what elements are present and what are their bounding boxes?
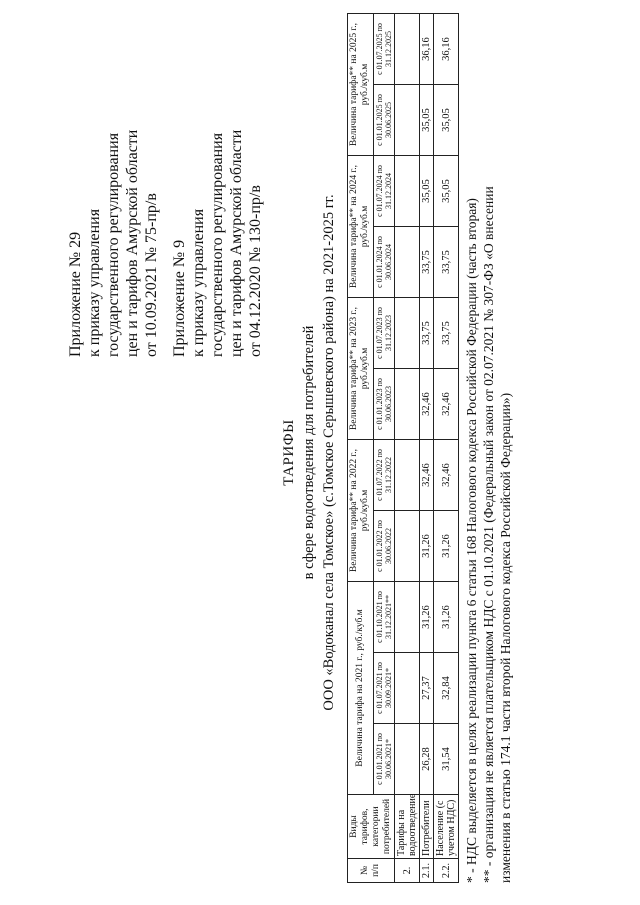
appendix-29-block <box>66 130 161 357</box>
tariff-cell: 36,16 <box>420 14 434 85</box>
tariff-cell: 32,84 <box>434 653 459 724</box>
table-row <box>420 14 434 883</box>
header-period: с 01.10.2021 по 31.12.2021** <box>373 582 394 653</box>
header-year-2025: Величина тарифа** на 2025 г., руб./куб.м <box>348 14 374 156</box>
organization-line: ООО «Водоканал села Томское» (с.Томское Серышевского района) на 2021-2025 гг. <box>321 194 337 711</box>
header-period: с 01.01.2021 по 30.06.2021* <box>373 724 394 795</box>
footnote-vat: * - НДС выделяется в целях реализации пункта 6 статьи 168 Налогового кодекса Российской Федерации (часть вторая) <box>464 198 479 883</box>
header-period: с 01.07.2022 по 31.12.2022 <box>373 440 394 511</box>
header-number: № п/п <box>348 859 395 883</box>
tariff-cell <box>395 156 420 227</box>
tariff-cell: 27,37 <box>420 653 434 724</box>
tariff-cell: 33,75 <box>420 298 434 369</box>
appendix-line: Приложение № 9 <box>171 239 188 357</box>
tariff-cell: 35,05 <box>434 85 459 156</box>
appendix-line: к приказу управления <box>86 208 103 357</box>
header-period: с 01.07.2025 по 31.12.2025 <box>373 14 394 85</box>
footnote-non-vat-payer: ** - организация не является плательщиком НДС с 01.10.2021 (Федеральный закон от 02.07.2021 № 307-ФЗ «О внесении <box>481 186 496 883</box>
appendix-9-block <box>170 130 265 357</box>
document-subtitle: в сфере водоотведения для потребителей <box>301 325 317 580</box>
header-year-2024: Величина тарифа** на 2024 г., руб./куб.м <box>348 156 374 298</box>
tariff-cell <box>395 582 420 653</box>
header-period: с 01.07.2021 по 30.09.2021* <box>373 653 394 724</box>
header-period: с 01.07.2024 по 31.12.2024 <box>373 156 394 227</box>
tariff-cell: 26,28 <box>420 724 434 795</box>
tariff-cell: 32,46 <box>434 369 459 440</box>
tariff-cell: 33,75 <box>434 227 459 298</box>
tariff-cell <box>395 85 420 156</box>
row-name: Тарифы на водоотведение <box>395 795 420 859</box>
tariff-cell: 33,75 <box>420 227 434 298</box>
table-header-row <box>348 14 374 883</box>
tariff-cell: 32,46 <box>420 369 434 440</box>
tariff-cell: 36,16 <box>434 14 459 85</box>
row-name: Население (с учетом НДС) <box>434 795 459 859</box>
appendix-line: государственного регулирования <box>105 132 122 357</box>
tariff-cell <box>395 227 420 298</box>
tariff-cell <box>395 298 420 369</box>
header-year-2021: Величина тарифа на 2021 г., руб./куб.м <box>348 582 374 795</box>
tariff-cell <box>395 653 420 724</box>
row-number: 2.1. <box>420 859 434 883</box>
tariff-cell: 33,75 <box>434 298 459 369</box>
header-year-2023: Величина тарифа** на 2023 г., руб./куб.м <box>348 298 374 440</box>
table-row <box>434 14 459 883</box>
document-title: ТАРИФЫ <box>281 419 297 486</box>
tariff-cell <box>395 14 420 85</box>
header-period: с 01.01.2022 по 30.06.2022 <box>373 511 394 582</box>
table-row <box>395 14 420 883</box>
tariff-cell: 32,46 <box>420 440 434 511</box>
tariff-cell <box>395 440 420 511</box>
tariff-cell <box>395 511 420 582</box>
tariff-cell: 31,26 <box>434 511 459 582</box>
tariff-cell: 31,26 <box>434 582 459 653</box>
header-year-2022: Величина тарифа** на 2022 г., руб./куб.м <box>348 440 374 582</box>
appendix-line: цен и тарифов Амурской области <box>124 129 141 357</box>
header-period: с 01.01.2025 по 30.06.2025 <box>373 85 394 156</box>
appendix-line: Приложение № 29 <box>67 231 84 357</box>
tariff-cell <box>395 724 420 795</box>
tariff-cell: 35,05 <box>420 156 434 227</box>
appendix-line: цен и тарифов Амурской области <box>228 129 245 357</box>
header-tariff-kind: Виды тарифов, категории потребителей <box>348 795 395 859</box>
row-number: 2.2. <box>434 859 459 883</box>
header-period: с 01.01.2024 по 30.06.2024 <box>373 227 394 298</box>
appendix-line: от 04.12.2020 № 130-пр/в <box>247 185 264 357</box>
tariff-cell: 35,05 <box>434 156 459 227</box>
tariff-cell: 35,05 <box>420 85 434 156</box>
appendix-line: к приказу управления <box>190 208 207 357</box>
appendix-line: государственного регулирования <box>209 132 226 357</box>
tariff-cell: 31,26 <box>420 511 434 582</box>
footnotes <box>463 186 514 883</box>
table-period-row <box>373 14 394 883</box>
appendix-line: от 10.09.2021 № 75-пр/в <box>143 193 160 357</box>
row-name: Потребители <box>420 795 434 859</box>
tariff-cell: 32,46 <box>434 440 459 511</box>
row-number: 2. <box>395 859 420 883</box>
header-period: с 01.01.2023 по 30.06.2023 <box>373 369 394 440</box>
tariff-table <box>347 13 459 883</box>
tariff-cell <box>395 369 420 440</box>
footnote-continuation: изменения в статью 174.1 части второй Налогового кодекса Российской Федерации») <box>498 392 513 883</box>
tariff-cell: 31,26 <box>420 582 434 653</box>
tariff-cell: 31,54 <box>434 724 459 795</box>
header-period: с 01.07.2023 по 31.12.2023 <box>373 298 394 369</box>
